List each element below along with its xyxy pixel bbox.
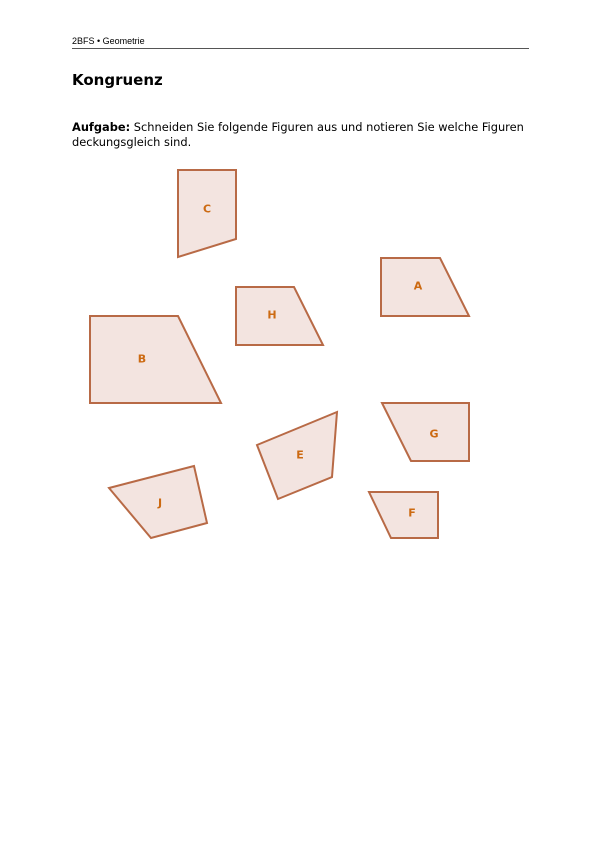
page-title: Kongruenz [72,71,163,89]
figure-j[interactable] [109,466,207,538]
figure-a-label: A [413,279,423,293]
figure-f-shape [369,492,438,538]
task-description: Schneiden Sie folgende Figuren aus und notieren Sie welche Figuren deckungsgleich sind. [72,120,524,149]
figure-e[interactable] [257,412,337,499]
task-label: Aufgabe: [72,120,131,134]
figure-b[interactable] [90,316,221,403]
figure-g[interactable] [382,403,469,461]
page-header: 2BFS • Geometrie [72,36,529,49]
figure-j-label: J [157,496,163,510]
figure-f[interactable] [369,492,438,538]
figure-c-label: C [202,202,212,216]
figure-c[interactable] [178,170,236,257]
figure-a[interactable] [381,258,469,316]
figure-b-shape [90,316,221,403]
figure-e-label: E [296,448,304,462]
figure-h-label: H [267,308,277,322]
figure-f-label: F [408,506,416,520]
figure-b-label: B [137,352,147,366]
figure-h[interactable] [236,287,323,345]
figure-g-shape [382,403,469,461]
figure-h-shape [236,287,323,345]
figure-g-label: G [429,427,439,441]
figure-a-shape [381,258,469,316]
